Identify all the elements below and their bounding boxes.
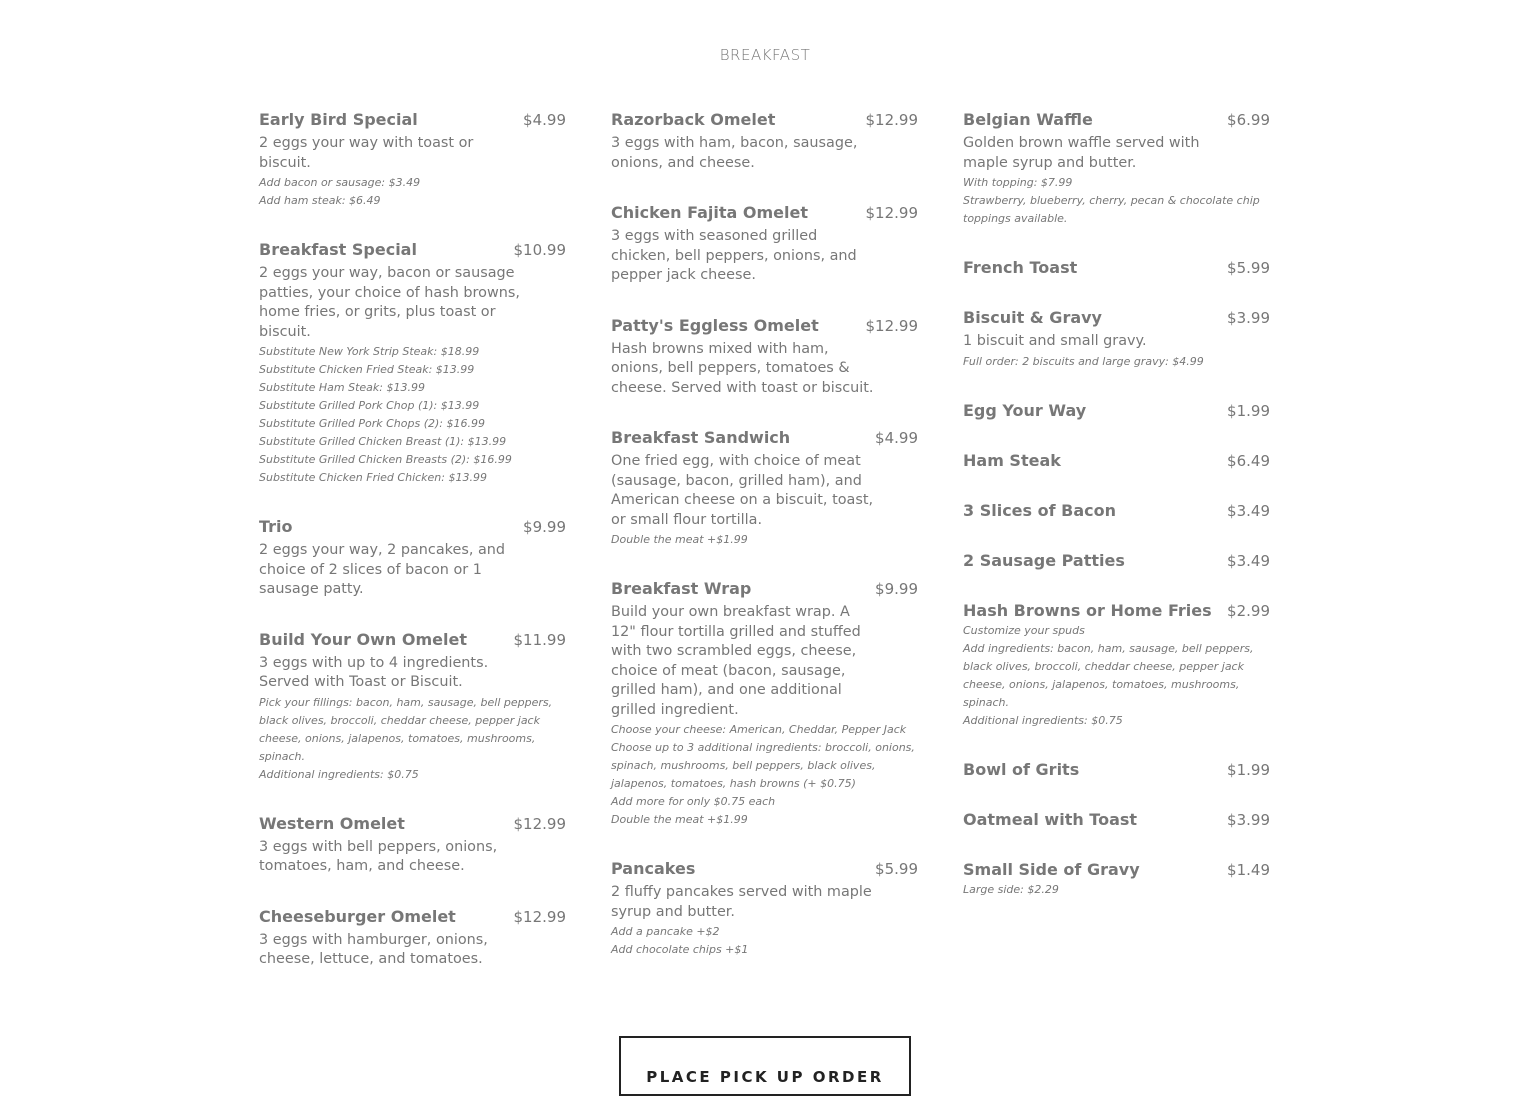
menu-item-price: $1.99 xyxy=(1227,401,1270,420)
menu-item-note: With topping: $7.99 xyxy=(963,176,1073,189)
menu-item-header xyxy=(611,110,918,130)
menu-item xyxy=(963,551,1270,571)
menu-item-name: Breakfast Special xyxy=(259,240,417,259)
menu-item-description: One fried egg, with choice of meat (sausage, bacon, grilled ham), and American cheese on a biscuit, toast, or small flour tortilla. xyxy=(611,453,874,528)
menu-item-price: $2.99 xyxy=(1227,601,1270,620)
menu-item xyxy=(611,428,918,549)
menu-item-description: 2 fluffy pancakes served with maple syrup and butter. xyxy=(611,884,872,920)
menu-item-header xyxy=(963,501,1270,521)
menu-item-price: $12.99 xyxy=(865,111,918,129)
menu-item-name: Breakfast Wrap xyxy=(611,579,752,598)
menu-item-note: Add chocolate chips +$1 xyxy=(611,943,749,956)
menu-item-note: Add more for only $0.75 each xyxy=(611,795,776,808)
menu-item-note: Substitute Ham Steak: $13.99 xyxy=(259,381,425,394)
menu-item-price: $3.49 xyxy=(1227,551,1270,570)
menu-item xyxy=(963,401,1270,421)
menu-item xyxy=(963,601,1270,730)
menu-item-name: Razorback Omelet xyxy=(611,110,776,129)
menu-item xyxy=(963,860,1270,899)
menu-item xyxy=(259,240,566,487)
menu-item-name: Trio xyxy=(259,517,293,536)
menu-item-header xyxy=(963,110,1270,130)
menu-item-header xyxy=(611,579,918,599)
menu-item xyxy=(259,814,566,877)
menu-item-note: Large side: $2.29 xyxy=(963,882,1059,896)
menu-item-description: 1 biscuit and small gravy. xyxy=(963,333,1147,349)
menu-item-name: Breakfast Sandwich xyxy=(611,428,791,447)
menu-item xyxy=(963,451,1270,471)
menu-item-note: Substitute Grilled Chicken Breast (1): $13.99 xyxy=(259,435,507,448)
menu-item xyxy=(259,110,566,210)
menu-column-3 xyxy=(963,110,1270,899)
menu-item-description: Golden brown waffle served with maple syrup and butter. xyxy=(963,135,1200,171)
menu-item-name: Patty's Eggless Omelet xyxy=(611,315,819,335)
menu-column-2 xyxy=(611,110,918,959)
menu-item-price: $12.99 xyxy=(865,204,918,222)
menu-item-description: 2 eggs your way with toast or biscuit. xyxy=(259,135,474,171)
menu-item xyxy=(963,110,1270,228)
menu-item-price: $3.49 xyxy=(1227,501,1270,520)
menu-item-note: Choose your cheese: American, Cheddar, Pepper Jack xyxy=(611,723,907,736)
menu-item-price: $9.99 xyxy=(523,518,566,536)
menu-item-header xyxy=(259,240,566,260)
menu-item-note: Substitute Chicken Fried Steak: $13.99 xyxy=(259,363,475,376)
menu-item-price: $6.49 xyxy=(1227,451,1270,470)
menu-item-note: Additional ingredients: $0.75 xyxy=(259,767,419,781)
menu-item-name: Belgian Waffle xyxy=(963,110,1093,129)
menu-item-note: Add a pancake +$2 xyxy=(611,925,720,938)
menu-item-note: Add ham steak: $6.49 xyxy=(259,194,381,207)
menu-item-description: Hash browns mixed with ham, onions, bell peppers, tomatoes & cheese. Served with toast or biscuit. xyxy=(611,340,874,396)
menu-item-price: $1.99 xyxy=(1227,760,1270,779)
menu-item-note: Add bacon or sausage: $3.49 xyxy=(259,176,421,189)
menu-item-description: 3 eggs with bell peppers, onions, tomatoes, ham, and cheese. xyxy=(259,838,498,874)
menu-item-header xyxy=(963,451,1270,471)
menu-item-price: $4.99 xyxy=(875,429,918,447)
menu-item-name: Egg Your Way xyxy=(963,400,1087,420)
menu-item-note: Substitute Grilled Pork Chop (1): $13.99 xyxy=(259,399,480,412)
menu-item-name: Early Bird Special xyxy=(259,110,418,129)
menu-item-price: $9.99 xyxy=(875,580,918,598)
menu-item-note: Double the meat +$1.99 xyxy=(611,533,748,546)
menu-item-name: 3 Slices of Bacon xyxy=(963,500,1117,520)
menu-item-name: Small Side of Gravy xyxy=(963,859,1140,879)
menu-item-header xyxy=(963,860,1270,880)
section-title: BREAKFAST xyxy=(719,46,811,64)
menu-item-header xyxy=(963,601,1270,621)
menu-item-description: Build your own breakfast wrap. A 12" flour tortilla grilled and stuffed with two scrambled eggs, cheese, choice of meat (bacon, sausage, grilled ham), and one additional grilled ingredient. xyxy=(611,604,861,718)
menu-item-header xyxy=(963,551,1270,571)
menu-item-price: $12.99 xyxy=(865,316,918,335)
menu-item-price: $11.99 xyxy=(513,630,566,649)
menu-item-name: Bowl of Grits xyxy=(963,759,1080,779)
menu-item-price: $5.99 xyxy=(1227,259,1270,277)
menu-item-name: Biscuit & Gravy xyxy=(963,308,1102,327)
menu-item xyxy=(963,308,1270,371)
menu-item-price: $3.99 xyxy=(1227,309,1270,327)
menu-item-header xyxy=(259,517,566,537)
menu-item-name: Build Your Own Omelet xyxy=(259,629,467,649)
menu-item-note: Pick your fillings: bacon, ham, sausage, bell peppers, black olives, broccoli, cheddar cheese, pepper jack cheese, onions, jalapenos, tomatoes, mushrooms, spinach. xyxy=(259,695,553,763)
menu-item-description: 2 eggs your way, bacon or sausage patties, your choice of hash browns, home fries, or grits, plus toast or biscuit. xyxy=(259,265,520,340)
menu-item-price: $4.99 xyxy=(523,111,566,129)
menu-item-price: $12.99 xyxy=(513,814,566,833)
menu-item xyxy=(963,760,1270,780)
menu-item-price: $6.99 xyxy=(1227,111,1270,129)
menu-item-price: $10.99 xyxy=(513,241,566,259)
menu-item-name: Pancakes xyxy=(611,859,696,878)
menu-item-note: Double the meat +$1.99 xyxy=(611,813,748,826)
menu-item-price: $1.49 xyxy=(1227,860,1270,879)
menu-item-header xyxy=(611,316,918,336)
menu-item-note: Substitute Grilled Chicken Breasts (2): $16.99 xyxy=(259,453,512,466)
menu-item-name: Western Omelet xyxy=(259,813,405,833)
menu-item xyxy=(611,110,918,173)
menu-item-note: Strawberry, blueberry, cherry, pecan & chocolate chip toppings available. xyxy=(963,194,1260,225)
menu-item-name: Chicken Fajita Omelet xyxy=(611,203,809,222)
menu-item-note: Add ingredients: bacon, ham, sausage, bell peppers, black olives, broccoli, cheddar cheese, pepper jack cheese, onions, jalapenos, tomatoes, mushrooms, spinach. xyxy=(963,641,1254,709)
menu-item-description: 2 eggs your way, 2 pancakes, and choice of 2 slices of bacon or 1 sausage patty. xyxy=(259,542,506,597)
menu-item-description: 3 eggs with ham, bacon, sausage, onions, and cheese. xyxy=(611,135,858,171)
menu-item-name: Hash Browns or Home Fries xyxy=(963,600,1212,620)
menu-item-name: Ham Steak xyxy=(963,450,1061,470)
menu-item xyxy=(611,316,918,399)
menu-item xyxy=(259,907,566,970)
menu-item xyxy=(963,501,1270,521)
menu-item-header xyxy=(259,907,566,927)
menu-item-header xyxy=(963,401,1270,421)
menu-item-header xyxy=(611,859,918,879)
menu-item-header xyxy=(259,814,566,834)
place-pickup-order-button[interactable]: PLACE PICK UP ORDER xyxy=(619,1036,911,1096)
menu-item-note: Substitute Chicken Fried Chicken: $13.99 xyxy=(259,471,487,484)
menu-item-note: Full order: 2 biscuits and large gravy: $4.99 xyxy=(963,354,1204,368)
menu-item xyxy=(259,630,566,784)
menu-item-price: $5.99 xyxy=(875,860,918,878)
menu-item-description: 3 eggs with hamburger, onions, cheese, lettuce, and tomatoes. xyxy=(259,931,488,967)
menu-item xyxy=(611,859,918,959)
menu-item-note: Additional ingredients: $0.75 xyxy=(963,713,1123,727)
menu-item-name: Cheeseburger Omelet xyxy=(259,906,456,926)
menu-item-header xyxy=(259,630,566,650)
menu-item-header xyxy=(611,428,918,448)
menu-item-name: 2 Sausage Patties xyxy=(963,550,1125,570)
menu-item-header xyxy=(963,308,1270,328)
menu-item-description: 3 eggs with seasoned grilled chicken, bell peppers, onions, and pepper jack cheese. xyxy=(611,228,857,283)
menu-item-header xyxy=(963,760,1270,780)
menu-item-header xyxy=(611,203,918,223)
menu-item-description: 3 eggs with up to 4 ingredients. Served with Toast or Biscuit. xyxy=(259,654,489,690)
menu-item xyxy=(963,258,1270,278)
menu-item xyxy=(259,517,566,600)
menu-item-header xyxy=(963,810,1270,830)
menu-item xyxy=(963,810,1270,830)
menu-column-1 xyxy=(259,110,566,970)
menu-item-note: Customize your spuds xyxy=(963,623,1085,637)
menu-item-note: Choose up to 3 additional ingredients: broccoli, onions, spinach, mushrooms, bell peppers, black olives, jalapenos, tomatoes, hash browns (+ $0.75) xyxy=(611,741,915,790)
menu-item-name: Oatmeal with Toast xyxy=(963,809,1138,829)
menu-item xyxy=(611,579,918,829)
menu-item-note: Substitute Grilled Pork Chops (2): $16.99 xyxy=(259,417,485,430)
menu-item-header xyxy=(259,110,566,130)
menu-item-header xyxy=(963,258,1270,278)
menu-item-price: $3.99 xyxy=(1227,810,1270,829)
menu-item-price: $12.99 xyxy=(513,907,566,926)
menu-item-name: French Toast xyxy=(963,258,1078,277)
menu-item xyxy=(611,203,918,286)
menu-item-note: Substitute New York Strip Steak: $18.99 xyxy=(259,345,480,358)
